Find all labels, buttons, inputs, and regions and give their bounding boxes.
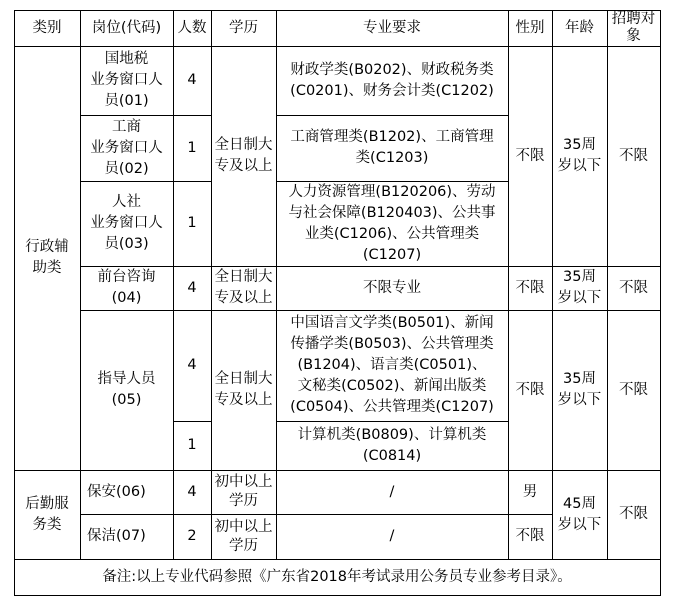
count-03: 1: [187, 215, 197, 231]
major-05b: 计算机类(B0809)、计算机类 (C0814): [297, 426, 487, 464]
window-age: 35周 岁以下: [557, 137, 602, 174]
grid-line: [14, 470, 661, 471]
major-05a: 中国语言文学类(B0501)、新闻 传播学类(B0503)、公共管理类 (B1204)、语言类(C0501)、 文秘类(C0502)、新闻出版类 (C0504)、公共管理类(C1207): [290, 315, 494, 415]
position-03: 人社 业务窗口人 员(03): [90, 194, 163, 252]
grid-line: [607, 10, 608, 559]
logistics-age: 45周 岁以下: [557, 495, 602, 533]
header-position: 岗位(代码): [91, 19, 162, 36]
guide-education: 全日制大 专及以上: [214, 371, 273, 408]
header-major: 专业要求: [363, 19, 421, 36]
count-05a: 4: [187, 357, 197, 373]
guide-target: 不限: [619, 381, 648, 398]
grid-line: [552, 10, 553, 559]
count-01: 4: [187, 72, 197, 88]
position-05: 指导人员 (05): [97, 371, 156, 408]
grid-line: [14, 46, 661, 47]
position-01: 国地税 业务窗口人 员(01): [90, 51, 163, 109]
grid-line: [276, 10, 277, 559]
header-category: 类别: [32, 19, 62, 36]
age-04: 35周 岁以下: [557, 269, 602, 306]
guide-age: 35周 岁以下: [557, 371, 602, 408]
category-admin: 行政辅 助类: [25, 239, 69, 276]
count-06: 4: [187, 483, 197, 500]
category-logistics: 后勤服 务类: [25, 495, 69, 533]
footnote: 备注:以上专业代码参照《广东省2018年考试录用公务员专业参考目录》。: [102, 568, 572, 585]
grid-line: [173, 10, 174, 559]
position-06: 保安(06): [87, 483, 146, 500]
position-04: 前台咨询 (04): [97, 269, 156, 306]
major-06: /: [389, 483, 395, 500]
position-02: 工商 业务窗口人 员(02): [90, 118, 163, 177]
major-03: 人力资源管理(B120206)、劳动 与社会保障(B120403)、公共事 业类(C1206)、公共管理类 (C1207): [288, 183, 496, 263]
major-02: 工商管理类(B1202)、工商管理 类(C1203): [290, 129, 494, 166]
grid-line: [80, 115, 211, 116]
logistics-target: 不限: [619, 506, 648, 522]
grid-line: [276, 421, 508, 422]
gender-06: 男: [522, 483, 538, 500]
header-count: 人数: [177, 19, 207, 36]
grid-line: [80, 266, 661, 267]
grid-line: [80, 514, 552, 515]
major-01: 财政学类(B0202)、财政税务类 (C0201)、财务会计类(C1202): [290, 61, 494, 99]
major-07: /: [389, 528, 395, 544]
grid-line: [173, 421, 211, 422]
grid-line: [80, 10, 81, 559]
header-age: 年龄: [565, 19, 594, 36]
grid-line: [14, 559, 661, 560]
count-05b: 1: [187, 437, 197, 453]
grid-line: [508, 10, 509, 559]
grid-line: [211, 10, 212, 559]
grid-line: [14, 10, 661, 11]
header-gender: 性别: [515, 19, 545, 36]
header-target: 招聘对 象: [611, 11, 656, 44]
count-07: 2: [187, 528, 197, 544]
window-gender: 不限: [515, 147, 545, 164]
gender-04: 不限: [515, 279, 545, 296]
major-04: 不限专业: [363, 279, 421, 296]
education-07: 初中以上 学历: [214, 518, 273, 554]
grid-line: [660, 10, 661, 596]
count-02: 1: [187, 139, 197, 156]
header-education: 学历: [229, 19, 258, 36]
target-04: 不限: [619, 279, 648, 296]
count-04: 4: [187, 279, 197, 296]
grid-line: [276, 115, 508, 116]
gender-07: 不限: [515, 528, 545, 544]
education-04: 全日制大 专及以上: [214, 269, 273, 306]
grid-line: [14, 10, 15, 596]
grid-line: [80, 181, 211, 182]
grid-line: [14, 595, 661, 596]
position-07: 保洁(07): [87, 528, 146, 544]
grid-line: [80, 310, 661, 311]
window-target: 不限: [619, 147, 648, 164]
grid-line: [276, 181, 508, 182]
window-education: 全日制大 专及以上: [214, 137, 273, 174]
guide-gender: 不限: [515, 381, 545, 398]
education-06: 初中以上 学历: [214, 474, 273, 509]
